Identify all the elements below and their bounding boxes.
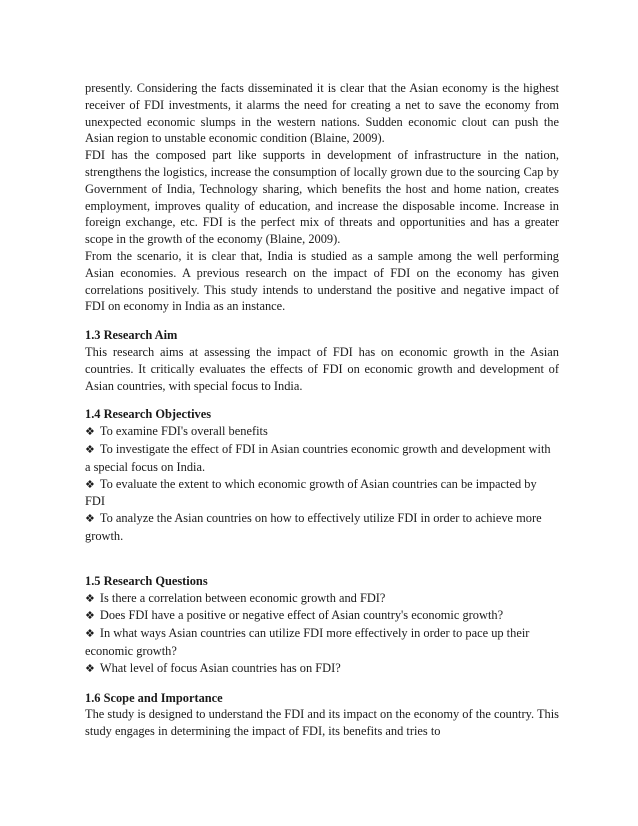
research-aim-text: This research aims at assessing the impact of FDI has on economic growth in the Asian countries. It critically evaluates the effects of FDI on economic growth and development of Asian countries, with special focus to India. (85, 344, 559, 393)
intro-section (85, 80, 559, 315)
research-aim-heading: 1.3 Research Aim (85, 328, 178, 343)
intro-paragraph-1: presently. Considering the facts disseminated it is clear that the Asian economy is the highest receiver of FDI investments, it alarms the need for creating a net to save the economy from unexpected economic slumps in the western nations. Sudden economic clout can push the Asian region to unstable economic condition (Blaine, 2009). (85, 81, 559, 146)
scope-section (85, 690, 559, 740)
intro-paragraph-2: FDI has the composed part like supports in development of infrastructure in the nation, strengthens the logistics, increase the consumption of locally grown due to the sourcing Cap by Government of India, Technology sharing, which benefits the host and home nation, creates employment, improves quality of education, and increase the disposable income. Increase in foreign exchange, etc. FDI is the perfect mix of threats and opportunities and has a greater scope in the growth of the economy (Blaine, 2009). (85, 148, 559, 247)
document-page (85, 80, 559, 740)
list-item-text: To analyze the Asian countries on how to effectively utilize FDI in order to achieve more growth. (85, 511, 542, 543)
diamond-bullet-icon: ❖ (85, 661, 95, 675)
list-item (85, 476, 559, 511)
list-item (85, 423, 559, 441)
questions-list (85, 590, 559, 678)
list-item-text: What level of focus Asian countries has on FDI? (99, 660, 341, 675)
list-item (85, 660, 559, 678)
diamond-bullet-icon: ❖ (85, 609, 95, 623)
list-item (85, 625, 559, 660)
diamond-bullet-icon: ❖ (85, 425, 95, 439)
research-objectives-section (85, 406, 559, 544)
list-item-text: Is there a correlation between economic growth and FDI? (99, 590, 386, 605)
list-item (85, 441, 559, 476)
diamond-bullet-icon: ❖ (85, 627, 95, 641)
intro-paragraph-3: From the scenario, it is clear that, India is studied as a sample among the well performing Asian economies. A previous research on the impact of FDI on the economy has given correlations positively. This study intends to understand the positive and negative impact of FDI on economy in India as an instance. (85, 248, 559, 314)
research-aim-section (85, 327, 559, 394)
list-item (85, 510, 559, 545)
scope-text: The study is designed to understand the FDI and its impact on the economy of the country. This study engages in determining the impact of FDI, its benefits and tries to (85, 707, 559, 739)
research-questions-heading: 1.5 Research Questions (85, 573, 208, 588)
list-item (85, 607, 559, 625)
list-item-text: Does FDI have a positive or negative effect of Asian country's economic growth? (99, 608, 504, 623)
diamond-bullet-icon: ❖ (85, 477, 95, 491)
diamond-bullet-icon: ❖ (85, 512, 95, 526)
diamond-bullet-icon: ❖ (85, 591, 95, 605)
objectives-list (85, 423, 559, 545)
list-item-text: To investigate the effect of FDI in Asian countries economic growth and development with a special focus on India. (85, 441, 551, 474)
list-item-text: In what ways Asian countries can utilize FDI more effectively in order to pace up their economic growth? (85, 626, 530, 658)
research-objectives-heading: 1.4 Research Objectives (85, 407, 212, 422)
research-questions-section (85, 573, 559, 678)
list-item-text: To evaluate the extent to which economic growth of Asian countries can be impacted by FDI (85, 476, 537, 509)
list-item (85, 590, 559, 608)
list-item-text: To examine FDI's overall benefits (99, 424, 268, 439)
diamond-bullet-icon: ❖ (85, 442, 95, 456)
scope-heading: 1.6 Scope and Importance (85, 690, 223, 705)
